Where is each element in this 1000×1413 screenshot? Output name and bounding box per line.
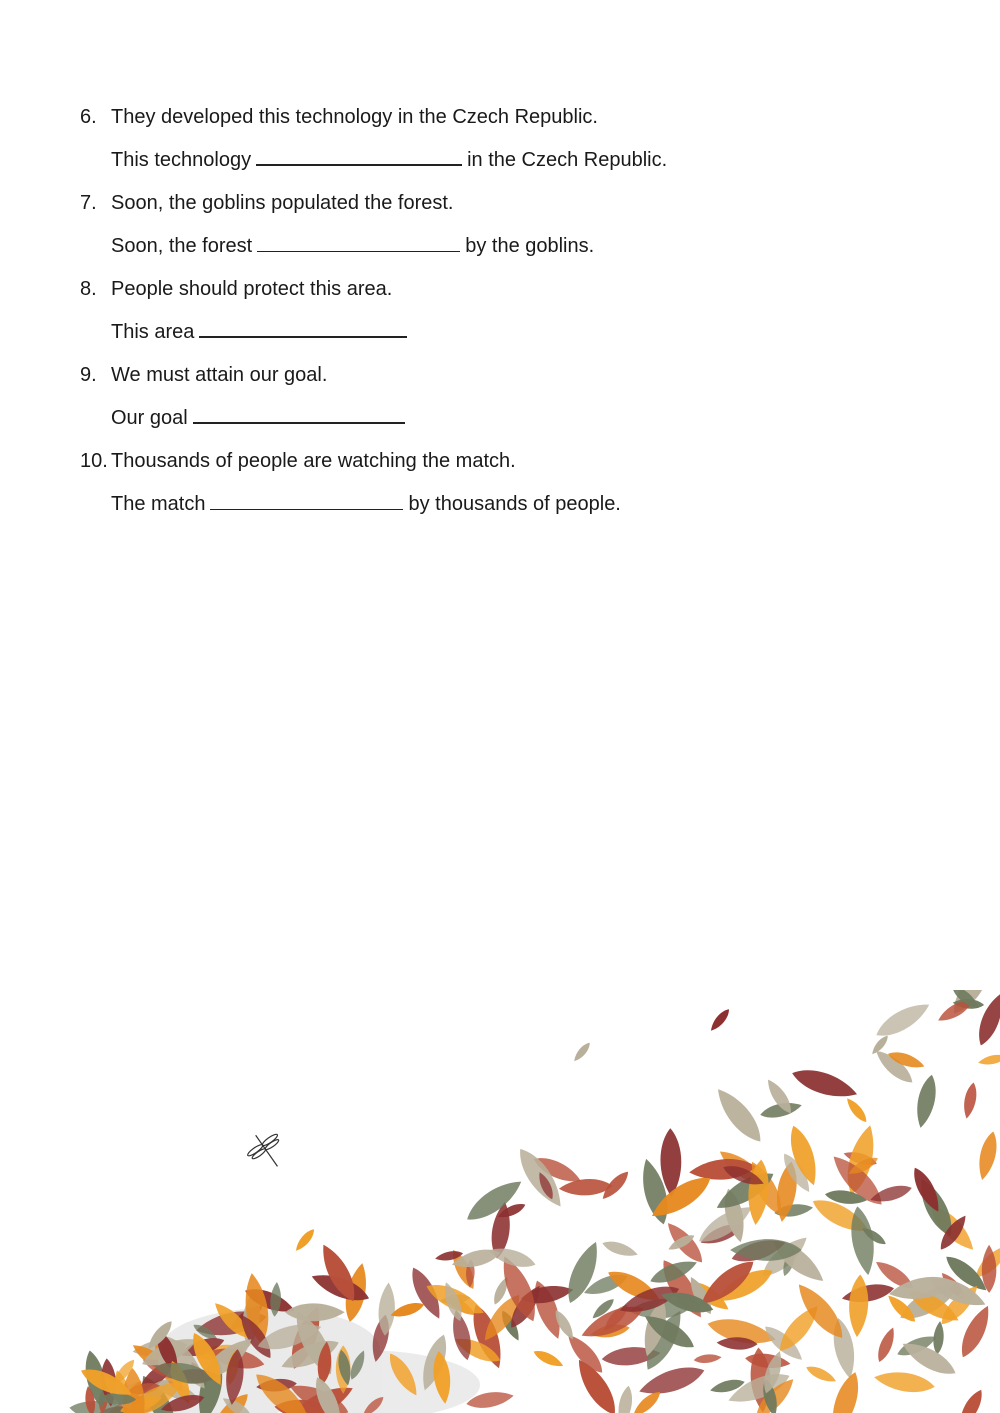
leaf-shape	[872, 997, 934, 1043]
answer-row	[80, 397, 840, 440]
exercise-item-8	[80, 268, 840, 354]
leaf-shape	[789, 1063, 860, 1104]
item-number: 7.	[80, 192, 97, 214]
floating-leaf	[293, 1227, 317, 1254]
leaf-shape	[975, 1130, 1000, 1182]
answer-lead: This area	[111, 321, 195, 343]
leaf-shape	[844, 1095, 870, 1124]
answer-tail: by thousands of people.	[408, 493, 621, 515]
answer-row	[80, 225, 840, 268]
prompt-text: People should protect this area.	[111, 278, 393, 300]
leaf-shape	[636, 1361, 707, 1402]
item-number: 8.	[80, 278, 97, 300]
prompt-text: Thousands of people are watching the match.	[111, 450, 516, 472]
prompt-row	[80, 354, 840, 397]
exercise-item-7	[80, 182, 840, 268]
leaf-shape	[531, 1347, 565, 1370]
autumn-leaves-illustration	[0, 990, 1000, 1413]
leaf-shape	[954, 1387, 987, 1413]
answer-lead: This technology	[111, 149, 252, 171]
leaf-shape	[561, 1238, 605, 1307]
answer-blank[interactable]	[199, 320, 407, 338]
item-number: 9.	[80, 364, 97, 386]
answer-row	[80, 139, 840, 182]
exercise-item-6	[80, 96, 840, 182]
prompt-text: They developed this technology in the Czech Republic.	[111, 106, 598, 128]
answer-tail: by the goblins.	[465, 235, 595, 257]
leaf-shape	[973, 991, 1000, 1049]
leaf-shape	[912, 1073, 939, 1130]
answer-blank[interactable]	[193, 406, 405, 424]
prompt-row	[80, 268, 840, 311]
leaf-shape	[847, 1274, 869, 1338]
answer-blank[interactable]	[256, 148, 462, 166]
leaf-shape	[601, 1238, 640, 1260]
dragonfly-icon	[241, 1125, 292, 1177]
prompt-text: Soon, the goblins populated the forest.	[111, 192, 454, 214]
prompt-row	[80, 182, 840, 225]
leaf-shape	[874, 1325, 898, 1364]
answer-row	[80, 311, 840, 354]
item-number: 6.	[80, 106, 97, 128]
prompt-row	[80, 440, 840, 483]
answer-lead: Our goal	[111, 407, 188, 429]
answer-lead: The match	[111, 493, 206, 515]
leaf-shape	[615, 1385, 635, 1413]
floating-leaf	[572, 1040, 593, 1063]
answer-tail: in the Czech Republic.	[467, 149, 668, 171]
leaf-shape	[977, 1053, 1000, 1067]
leaf-shape	[710, 1083, 768, 1148]
answer-blank[interactable]	[210, 493, 403, 510]
item-number: 10.	[80, 450, 108, 472]
prompt-row	[80, 96, 840, 139]
answer-lead: Soon, the forest	[111, 235, 253, 257]
leaf-shape	[693, 1353, 722, 1364]
answer-blank[interactable]	[257, 235, 460, 252]
exercise-item-10	[80, 440, 840, 526]
prompt-text: We must attain our goal.	[111, 364, 328, 386]
exercise-list	[80, 96, 840, 526]
leaf-shape	[873, 1368, 937, 1396]
answer-row	[80, 483, 840, 526]
exercise-item-9	[80, 354, 840, 440]
leaf-shape	[961, 1081, 979, 1119]
leaf-shape	[804, 1363, 838, 1386]
leaf-pile	[68, 990, 1000, 1413]
leaf-shape	[461, 1173, 526, 1227]
floating-leaf	[708, 1007, 732, 1034]
